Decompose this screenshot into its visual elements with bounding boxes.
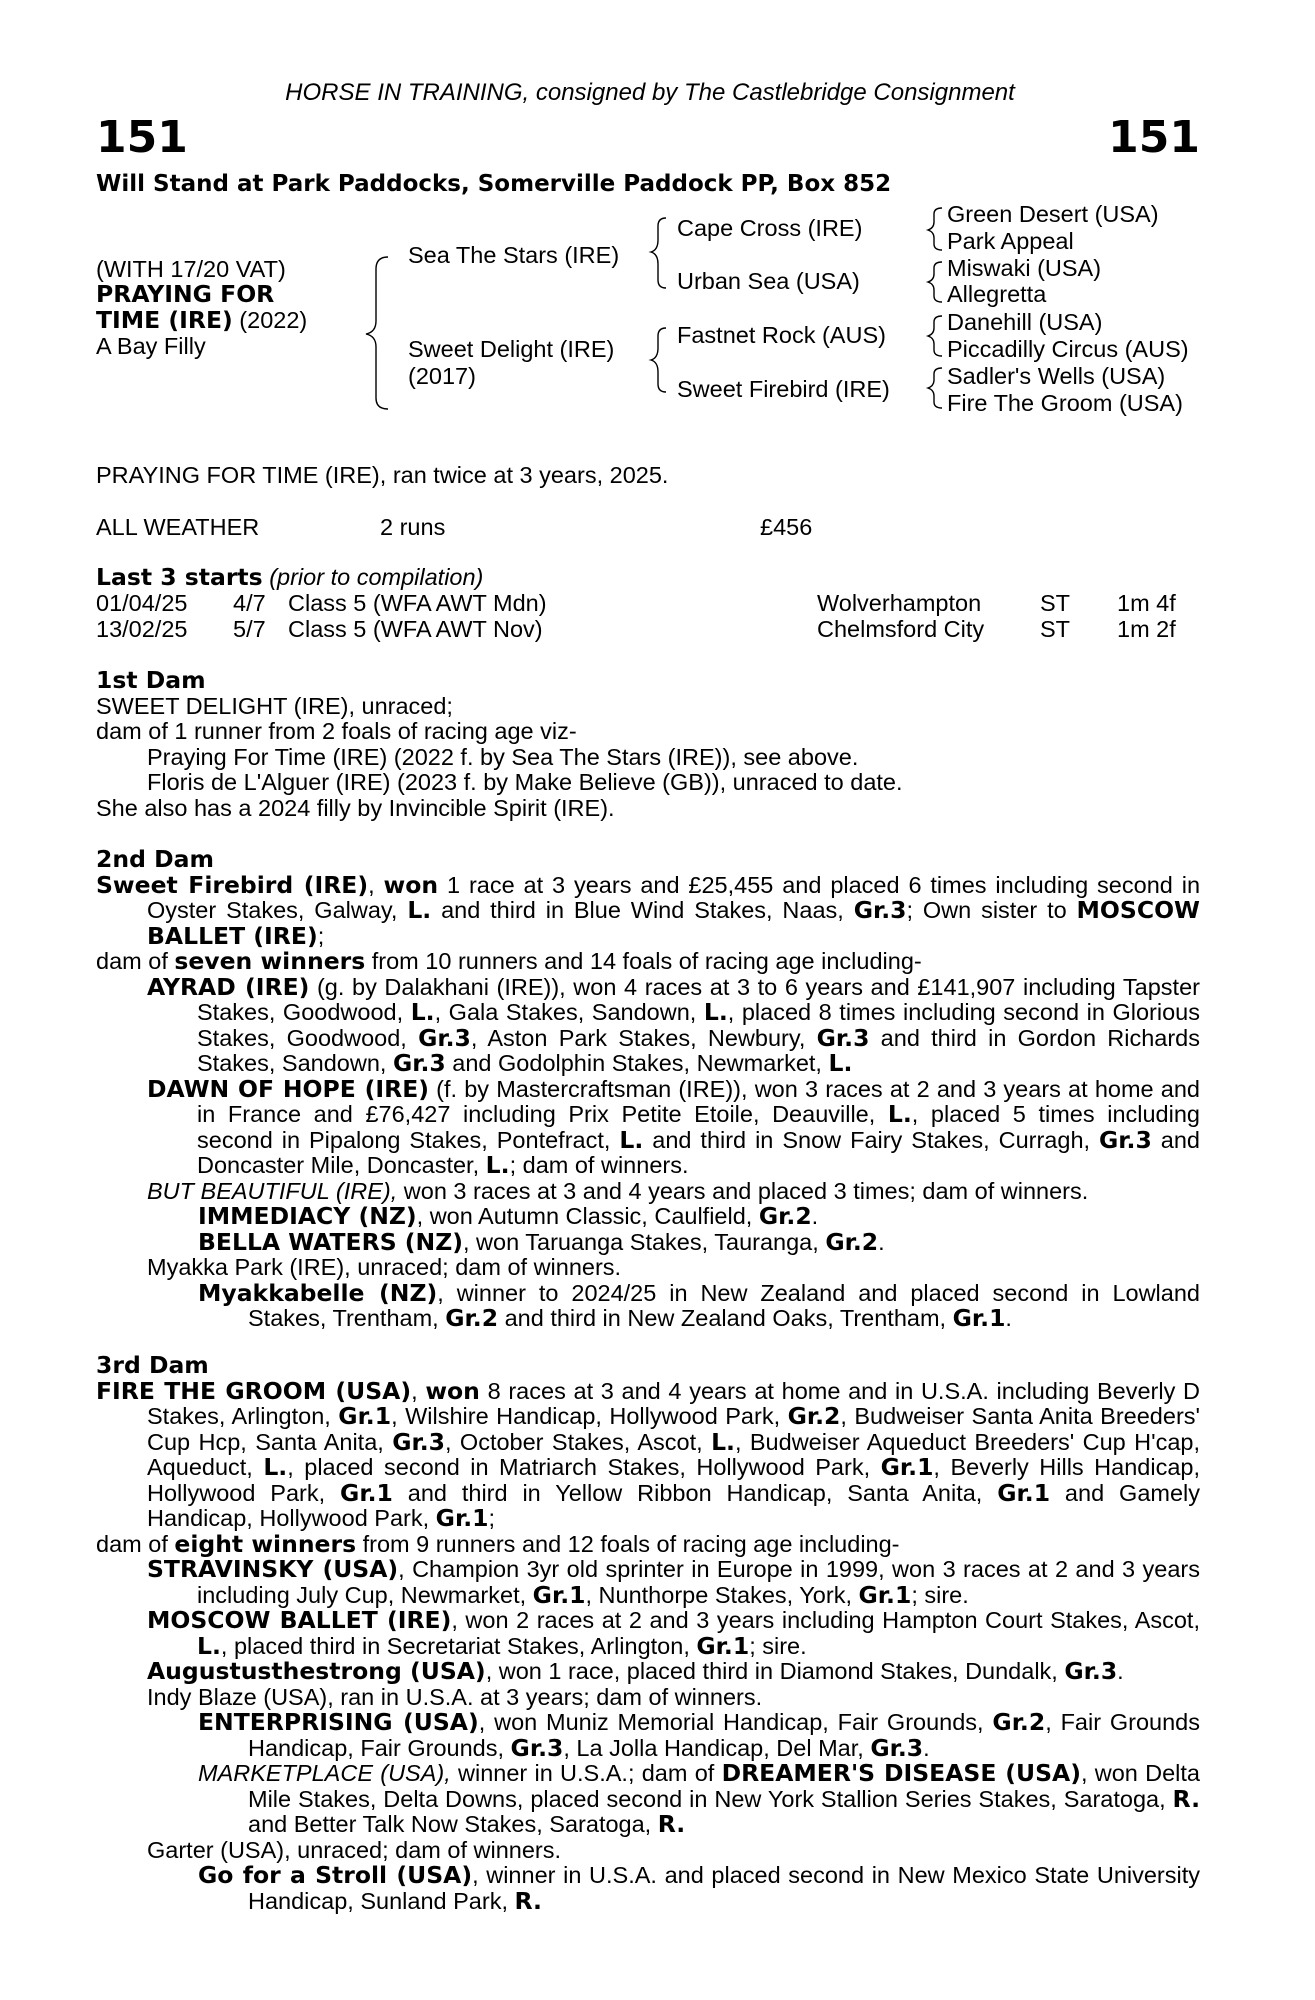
produce-stravinsky xyxy=(147,1557,1200,1608)
grade: Gr.3 xyxy=(853,896,907,924)
last-starts-heading xyxy=(96,565,483,591)
first-dam-line-1: SWEET DELIGHT (IRE), unraced; xyxy=(96,692,453,719)
restricted: R. xyxy=(514,1886,542,1915)
horse-name: ENTERPRISING (USA) xyxy=(198,1708,479,1736)
text: , won 2 races at 2 and 3 years including Hampton Court Stakes, Ascot, xyxy=(451,1607,1200,1633)
pedigree-dam-dam: Sweet Firebird (IRE) xyxy=(677,376,890,402)
listed: L. xyxy=(197,1631,221,1660)
third-dam-entry xyxy=(96,1376,1201,1532)
winners-count: eight winners xyxy=(174,1529,357,1558)
second-dam-name: Sweet Firebird (IRE) xyxy=(96,870,369,899)
pedigree-dss: Danehill (USA) xyxy=(947,309,1103,335)
third-dam-produce xyxy=(96,1529,1200,1558)
listed: L. xyxy=(828,1049,853,1077)
text: . xyxy=(1005,1305,1012,1331)
third-dam-name: FIRE THE GROOM (USA) xyxy=(96,1376,412,1405)
last-start-row-2-going: ST xyxy=(1040,616,1071,642)
grade: Gr.2 xyxy=(758,1202,812,1230)
grade: Gr.2 xyxy=(992,1708,1046,1736)
last-start-row-1-date: 01/04/25 xyxy=(96,590,188,616)
grade: Gr.1 xyxy=(952,1304,1006,1332)
text: dam of xyxy=(96,1530,175,1557)
text: , Aston Park Stakes, Newbury, xyxy=(470,1024,817,1051)
produce-go-for-a-stroll xyxy=(198,1863,1200,1914)
third-dam-title: 3rd Dam xyxy=(96,1351,209,1379)
text: 1 race at 3 years and £25,455 and placed 6 times including second in Oyster Stakes, Galway, xyxy=(147,871,1201,923)
text: , October Stakes, Ascot, xyxy=(445,1428,712,1455)
horse-name: STRAVINSKY (USA) xyxy=(147,1555,399,1583)
first-dam-line-2: dam of 1 runner from 2 foals of racing age viz- xyxy=(96,718,577,744)
listed: L. xyxy=(407,896,432,924)
first-dam-foal-2: Floris de L'Alguer (IRE) (2023 f. by Make Believe (GB)), unraced to date. xyxy=(147,769,903,795)
horse-year: (2022) xyxy=(232,307,308,333)
pedigree-dam-year: (2017) xyxy=(408,363,476,389)
grade: Gr.3 xyxy=(816,1023,870,1052)
horse-description: A Bay Filly xyxy=(96,333,206,359)
second-dam-produce xyxy=(96,949,1200,975)
horse-name: BUT BEAUTIFUL (IRE), xyxy=(147,1177,398,1204)
horse-name-line1: PRAYING FOR xyxy=(96,280,275,308)
grade: Gr.2 xyxy=(445,1304,499,1332)
listed: L. xyxy=(410,998,435,1026)
surface-prize: £456 xyxy=(760,514,813,540)
text: and third in Yellow Ribbon Handicap, Santa Anita, xyxy=(392,1479,998,1506)
pedigree-ddd: Fire The Groom (USA) xyxy=(947,390,1183,416)
pedigree-dsd: Piccadilly Circus (AUS) xyxy=(947,336,1189,362)
grade: Gr.1 xyxy=(338,1402,392,1430)
pedigree-sire: Sea The Stars (IRE) xyxy=(408,242,620,268)
text: , Champion 3yr old sprinter in Europe in 1999, won 3 races at 2 and 3 years including July Cup, Newmarket, xyxy=(197,1556,1200,1608)
pedigree-sire-sire: Cape Cross (IRE) xyxy=(677,215,863,241)
produce-but-beautiful xyxy=(147,1179,1200,1205)
text: , placed second in Matriarch Stakes, Hollywood Park, xyxy=(287,1454,881,1480)
grade: Gr.1 xyxy=(532,1580,586,1609)
text: , placed 5 times including second in Pipalong Stakes, Pontefract, xyxy=(197,1101,1200,1153)
text: . xyxy=(878,1228,885,1255)
first-dam-foal-1: Praying For Time (IRE) (2022 f. by Sea The Stars (IRE)), see above. xyxy=(147,743,859,770)
last-start-row-1-pos: 4/7 xyxy=(233,590,266,616)
text: dam of xyxy=(96,948,175,974)
second-dam-section xyxy=(96,847,1200,1332)
horse-name: Go for a Stroll (USA) xyxy=(198,1861,473,1889)
stand-location: Will Stand at Park Paddocks, Somerville Paddock PP, Box 852 xyxy=(96,171,892,197)
third-dam-section xyxy=(96,1353,1200,1914)
text: ; xyxy=(488,1505,496,1531)
grade: Gr.3 xyxy=(870,1733,924,1762)
grade: Gr.3 xyxy=(1099,1125,1152,1154)
pedigree-sdd: Allegretta xyxy=(947,281,1047,307)
horse-name: AYRAD (IRE) xyxy=(147,972,310,1001)
text: (f. by Mastercraftsman (IRE)), won 3 races at 2 and 3 years at home and in France and £76,427 including Prix Petite Etoile, Deauville, xyxy=(197,1075,1200,1127)
first-dam-section xyxy=(96,668,1200,821)
text: and third in Gordon Richards Stakes, Sandown, xyxy=(197,1024,1200,1076)
produce-indy-blaze: Indy Blaze (USA), ran in U.S.A. at 3 years; dam of winners. xyxy=(147,1683,763,1710)
text: ; dam of winners. xyxy=(509,1152,689,1178)
horse-name-line2: TIME (IRE) xyxy=(96,306,233,334)
listed: L. xyxy=(703,998,728,1026)
restricted: R. xyxy=(1172,1784,1200,1813)
grade: Gr.3 xyxy=(418,1023,471,1052)
text: from 9 runners and 12 foals of racing age including- xyxy=(356,1530,900,1557)
grade: Gr.3 xyxy=(510,1733,564,1762)
horse-name: BELLA WATERS (NZ) xyxy=(198,1227,463,1256)
catalogue-subtitle: HORSE IN TRAINING, consigned by The Castlebridge Consignment xyxy=(285,79,1015,106)
listed: L. xyxy=(485,1151,510,1179)
grade: Gr.3 xyxy=(392,1049,446,1077)
text: and Gamely Handicap, Hollywood Park, xyxy=(147,1479,1200,1531)
vat-note: (WITH 17/20 VAT) xyxy=(96,256,286,282)
produce-dawn-of-hope xyxy=(147,1074,1200,1179)
race-summary: PRAYING FOR TIME (IRE), ran twice at 3 years, 2025. xyxy=(96,462,669,488)
text: , winner in U.S.A. and placed second in New Mexico State University Handicap, Sunland Park, xyxy=(248,1862,1200,1914)
restricted: R. xyxy=(657,1810,686,1838)
sister-name: MOSCOW BALLET (IRE) xyxy=(147,896,1200,950)
listed: L. xyxy=(887,1100,912,1128)
text: from 10 runners and 14 foals of racing age including- xyxy=(365,948,922,974)
horse-name: MARKETPLACE (USA), xyxy=(198,1760,451,1786)
grade: Gr.1 xyxy=(340,1478,393,1507)
text: , winner to 2024/25 in New Zealand and placed second in Lowland Stakes, Trentham, xyxy=(248,1279,1200,1331)
lot-number-left: 151 xyxy=(96,112,188,163)
sp: , xyxy=(411,1377,426,1404)
grade: Gr.2 xyxy=(787,1402,841,1430)
text: , Beverly Hills Handicap, Hollywood Park, xyxy=(147,1454,1200,1506)
pedigree-sss: Green Desert (USA) xyxy=(947,201,1159,227)
horse-name: IMMEDIACY (NZ) xyxy=(198,1202,417,1230)
grade: Gr.1 xyxy=(696,1631,750,1660)
listed: L. xyxy=(619,1125,644,1154)
text: (g. by Dalakhani (IRE)), won 4 races at 3 to 6 years and £141,907 including Tapster Stakes, Goodwood, xyxy=(197,973,1200,1025)
surface-label: ALL WEATHER xyxy=(96,514,260,540)
text: , won Autumn Classic, Caulfield, xyxy=(416,1203,759,1229)
second-dam-won: won xyxy=(383,870,439,899)
text: 8 races at 3 and 4 years at home and in U.S.A. including Beverly D Stakes, Arlington, xyxy=(147,1377,1201,1429)
pedigree-ssd: Park Appeal xyxy=(947,228,1074,254)
produce-immediacy xyxy=(198,1204,1200,1230)
produce-ayrad xyxy=(147,972,1200,1077)
produce-garter: Garter (USA), unraced; dam of winners. xyxy=(147,1836,562,1863)
text: , Gala Stakes, Sandown, xyxy=(434,999,704,1025)
grade: Gr.1 xyxy=(858,1580,912,1609)
text: , won 1 race, placed third in Diamond Stakes, Dundalk, xyxy=(485,1658,1065,1684)
lot-number-right: 151 xyxy=(1108,112,1200,163)
last-start-row-2-pos: 5/7 xyxy=(233,616,266,642)
grade: Gr.1 xyxy=(435,1504,489,1532)
text: ; Own sister to xyxy=(906,897,1077,923)
last-starts-note: (prior to compilation) xyxy=(262,564,484,590)
text: , won Taruanga Stakes, Tauranga, xyxy=(462,1228,826,1255)
sp: , xyxy=(368,871,384,898)
last-start-row-2-dist: 1m 2f xyxy=(1117,616,1176,642)
last-start-row-1-dist: 1m 4f xyxy=(1117,590,1176,616)
text: , won Muniz Memorial Handicap, Fair Grounds, xyxy=(478,1709,993,1735)
produce-enterprising xyxy=(198,1710,1200,1761)
winners-count: seven winners xyxy=(174,947,366,975)
text: ; sire. xyxy=(911,1581,969,1608)
text: and third in Snow Fairy Stakes, Curragh, xyxy=(643,1126,1099,1153)
produce-moscow-ballet xyxy=(147,1608,1200,1659)
text: won 3 races at 3 and 4 years and placed 3 times; dam of winners. xyxy=(397,1177,1089,1204)
text: , placed third in Secretariat Stakes, Arlington, xyxy=(220,1632,697,1659)
text: and third in Blue Wind Stakes, Naas, xyxy=(431,897,854,923)
grade: Gr.3 xyxy=(1064,1657,1118,1685)
second-dam-entry xyxy=(96,870,1201,950)
produce-bella-waters xyxy=(198,1227,1200,1256)
text: , Fair Grounds Handicap, Fair Grounds, xyxy=(248,1709,1200,1761)
text: and Doncaster Mile, Doncaster, xyxy=(197,1126,1200,1178)
horse-name: DREAMER'S DISEASE (USA) xyxy=(721,1759,1081,1787)
pedigree-sire-dam: Urban Sea (USA) xyxy=(677,268,860,294)
pedigree-dam-sire: Fastnet Rock (AUS) xyxy=(677,322,886,348)
text: . xyxy=(923,1734,930,1761)
pedigree-dam: Sweet Delight (IRE) xyxy=(408,336,615,362)
grade: Gr.1 xyxy=(880,1453,934,1481)
second-dam-title: 2nd Dam xyxy=(96,845,214,873)
text: and Better Talk Now Stakes, Saratoga, xyxy=(248,1811,658,1837)
pedigree-dds: Sadler's Wells (USA) xyxy=(947,363,1166,389)
text: , won Delta Mile Stakes, Delta Downs, placed second in New York Stallion Series Stakes, Saratoga, xyxy=(248,1760,1200,1812)
text: , placed 8 times including second in Glorious Stakes, Goodwood, xyxy=(197,999,1200,1051)
surface-runs: 2 runs xyxy=(380,514,446,540)
first-dam-title: 1st Dam xyxy=(96,666,206,694)
grade: Gr.2 xyxy=(825,1227,879,1256)
last-start-row-1-race: Class 5 (WFA AWT Mdn) xyxy=(288,590,547,616)
text: and third in New Zealand Oaks, Trentham, xyxy=(498,1305,953,1331)
last-start-row-1-going: ST xyxy=(1040,590,1071,616)
last-start-row-2-date: 13/02/25 xyxy=(96,616,188,642)
pedigree-sds: Miswaki (USA) xyxy=(947,255,1102,281)
last-start-row-1-course: Wolverhampton xyxy=(817,590,982,616)
text: ; xyxy=(317,922,325,949)
horse-name: Myakkabelle (NZ) xyxy=(198,1278,438,1307)
text: ; sire. xyxy=(749,1632,807,1659)
text: , La Jolla Handicap, Del Mar, xyxy=(563,1734,871,1761)
produce-myakka-park: Myakka Park (IRE), unraced; dam of winners. xyxy=(147,1254,622,1280)
text: winner in U.S.A.; dam of xyxy=(450,1760,722,1786)
produce-augustusthestrong xyxy=(147,1659,1200,1685)
grade: Gr.3 xyxy=(392,1427,445,1456)
grade: Gr.1 xyxy=(997,1478,1051,1507)
text: , Wilshire Handicap, Hollywood Park, xyxy=(391,1403,788,1429)
produce-myakkabelle xyxy=(198,1278,1200,1332)
text: , Budweiser Aqueduct Breeders' Cup H'cap, Aqueduct, xyxy=(147,1428,1200,1480)
text: , Nunthorpe Stakes, York, xyxy=(585,1581,859,1608)
listed: L. xyxy=(711,1427,735,1456)
produce-marketplace xyxy=(198,1761,1200,1838)
last-start-row-2-race: Class 5 (WFA AWT Nov) xyxy=(288,616,543,642)
last-starts-title: Last 3 starts xyxy=(96,563,263,591)
third-dam-won: won xyxy=(425,1376,480,1405)
text: . xyxy=(811,1203,819,1229)
first-dam-line-5: She also has a 2024 filly by Invincible Spirit (IRE). xyxy=(96,794,615,821)
text: . xyxy=(1117,1658,1124,1684)
text: , Budweiser Santa Anita Breeders' Cup Hcp, Santa Anita, xyxy=(147,1403,1201,1455)
last-start-row-2-course: Chelmsford City xyxy=(817,616,985,642)
horse-name: MOSCOW BALLET (IRE) xyxy=(147,1606,452,1634)
horse-name: DAWN OF HOPE (IRE) xyxy=(147,1074,429,1103)
listed: L. xyxy=(263,1453,288,1481)
horse-name: Augustusthestrong (USA) xyxy=(147,1657,486,1685)
text: and Godolphin Stakes, Newmarket, xyxy=(445,1050,829,1076)
